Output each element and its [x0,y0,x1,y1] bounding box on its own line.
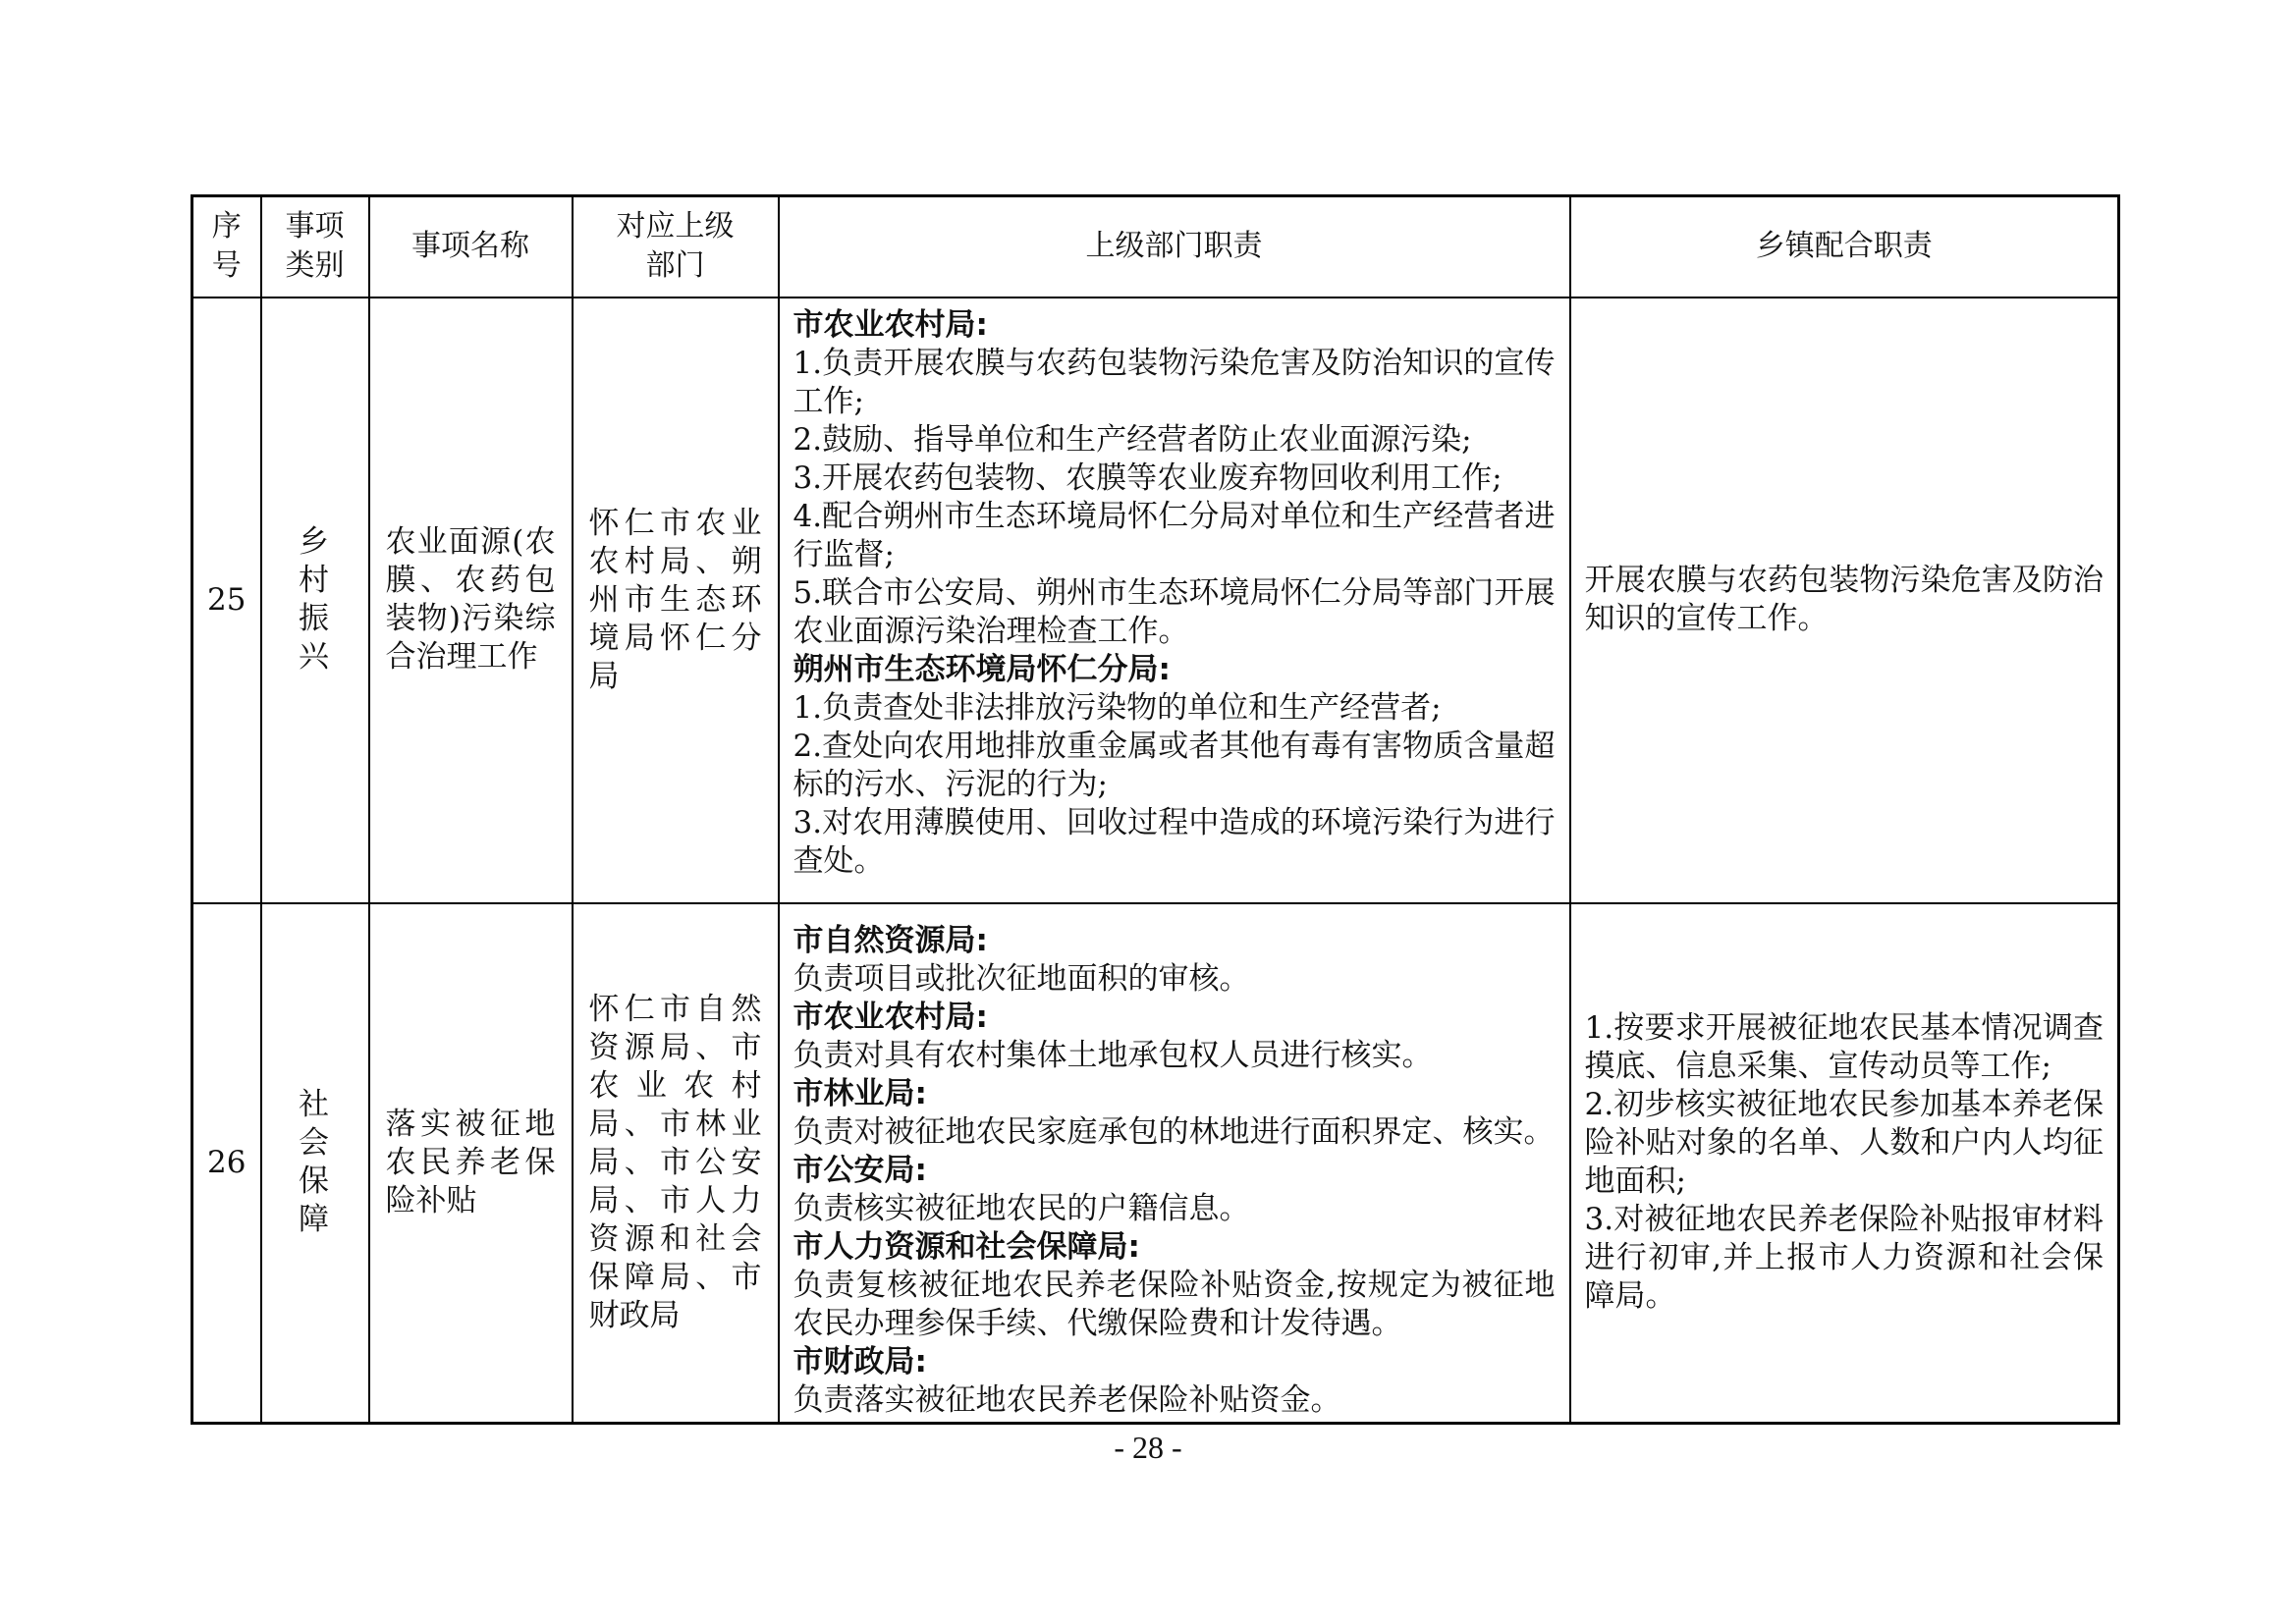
duty-item: 负责复核被征地农民养老保险补贴资金,按规定为被征地农民办理参保手续、代缴保险费和计发待遇。 [793,1267,1556,1341]
duty-item: 5.联合市公安局、朔州市生态环境局怀仁分局等部门开展农业面源污染治理检查工作。 [793,574,1556,649]
header-name: 事项名称 [369,196,573,298]
duty-item: 负责对具有农村集体土地承包权人员进行核实。 [793,1037,1433,1073]
row-department: 怀仁市自然资源局、市农业农村局、市林业局、市公安局、市人力资源和社会保障局、市财政局 [573,903,779,1424]
row-number: 25 [192,298,261,903]
responsibility-table [191,194,2120,1425]
row-township-duty: 开展农膜与农药包装物污染危害及防治知识的宣传工作。 [1570,298,2119,903]
header-no: 序号 [192,196,261,298]
duty-item: 1.负责开展农膜与农药包装物污染危害及防治知识的宣传工作; [793,345,1556,419]
row-department: 怀仁市农业农村局、朔州市生态环境局怀仁分局 [573,298,779,903]
row-duties [779,903,1570,1424]
coop-item: 2.初步核实被征地农民参加基本养老保险补贴对象的名单、人数和户内人均征地面积; [1584,1087,2104,1199]
duty-block [793,906,1556,1420]
duty-item: 3.开展农药包装物、农膜等农业废弃物回收利用工作; [793,460,1503,496]
agency-name: 市农业农村局: [793,999,988,1035]
duty-item: 4.配合朔州市生态环境局怀仁分局对单位和生产经营者进行监督; [793,498,1556,572]
header-category: 事项类别 [261,196,369,298]
duty-item: 3.对农用薄膜使用、回收过程中造成的环境污染行为进行查处。 [793,804,1556,879]
agency-name: 市自然资源局: [793,922,988,958]
duty-item: 2.鼓励、指导单位和生产经营者防止农业面源污染; [793,421,1472,458]
duty-item: 负责核实被征地农民的户籍信息。 [793,1190,1250,1226]
duty-item: 负责项目或批次征地面积的审核。 [793,960,1250,997]
duty-block [793,300,1556,881]
page-number: - 28 - [1114,1430,1182,1465]
row-number: 26 [192,903,261,1424]
row-duties [779,298,1570,903]
table-header-row [192,196,2119,298]
agency-name: 市林业局: [793,1075,927,1111]
agency-name: 朔州市生态环境局怀仁分局: [793,651,1171,687]
duty-item: 负责对被征地农民家庭承包的林地进行面积界定、核实。 [793,1113,1555,1150]
agency-name: 市农业农村局: [793,306,988,343]
header-duty: 上级部门职责 [779,196,1570,298]
row-item-name: 落实被征地农民养老保险补贴 [369,903,573,1424]
coop-item: 3.对被征地农民养老保险补贴报审材料进行初审,并上报市人力资源和社会保障局。 [1584,1202,2104,1314]
table-row [192,298,2119,903]
row-township-duty [1570,903,2119,1424]
header-dept: 对应上级部门 [573,196,779,298]
row-category: 乡村振兴 [261,298,369,903]
row-item-name: 农业面源(农膜、农药包装物)污染综合治理工作 [369,298,573,903]
agency-name: 市公安局: [793,1152,927,1188]
duty-item: 负责落实被征地农民养老保险补贴资金。 [793,1381,1341,1418]
header-coop: 乡镇配合职责 [1570,196,2119,298]
coop-item: 1.按要求开展被征地农民基本情况调查摸底、信息采集、宣传动员等工作; [1584,1010,2104,1084]
agency-name: 市财政局: [793,1343,927,1380]
duty-item: 1.负责查处非法排放污染物的单位和生产经营者; [793,689,1442,726]
agency-name: 市人力资源和社会保障局: [793,1228,1140,1265]
table-row [192,903,2119,1424]
row-category: 社会保障 [261,903,369,1424]
duty-item: 2.查处向农用地排放重金属或者其他有毒有害物质含量超标的污水、污泥的行为; [793,728,1556,802]
